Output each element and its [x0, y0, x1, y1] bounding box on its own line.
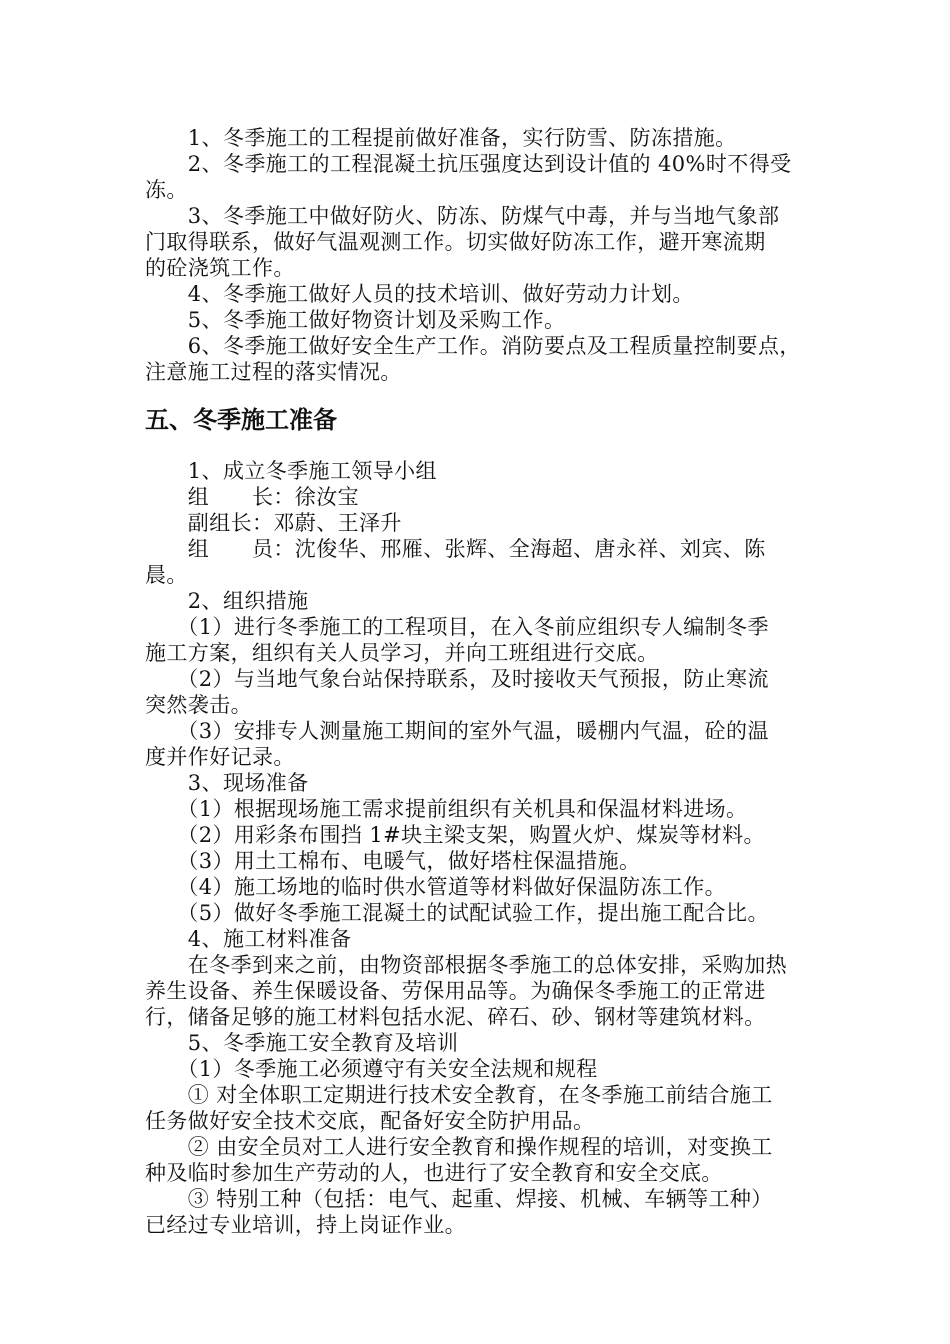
paragraph-line: （1）进行冬季施工的工程项目，在入冬前应组织专人编制冬季 [145, 615, 769, 639]
paragraph-line: 5、冬季施工做好物资计划及采购工作。 [145, 308, 566, 332]
paragraph-line: 组 员：沈俊华、邢雁、张辉、全海超、唐永祥、刘宾、陈 [145, 537, 766, 561]
paragraph-line: 养生设备、养生保暖设备、劳保用品等。为确保冬季施工的正常进 [145, 979, 766, 1003]
paragraph-line: 施工方案，组织有关人员学习，并向工班组进行交底。 [145, 641, 659, 665]
section-heading: 五、冬季施工准备 [145, 406, 337, 434]
paragraph-line: 2、冬季施工的工程混凝土抗压强度达到设计值的 40%时不得受 [145, 152, 792, 176]
paragraph-line: 1、冬季施工的工程提前做好准备，实行防雪、防冻措施。 [145, 126, 737, 150]
paragraph-line: ① 对全体职工定期进行技术安全教育，在冬季施工前结合施工 [145, 1083, 773, 1107]
paragraph-line: 已经过专业培训，持上岗证作业。 [145, 1213, 466, 1237]
paragraph-line: 门取得联系，做好气温观测工作。切实做好防冻工作，避开寒流期 [145, 230, 766, 254]
paragraph-line: 副组长：邓蔚、王泽升 [145, 511, 402, 535]
paragraph-line: 度并作好记录。 [145, 745, 295, 769]
paragraph-line: 4、冬季施工做好人员的技术培训、做好劳动力计划。 [145, 282, 694, 306]
paragraph-line: ② 由安全员对工人进行安全教育和操作规程的培训，对变换工 [145, 1135, 773, 1159]
paragraph-line: ③ 特别工种（包括：电气、起重、焊接、机械、车辆等工种） [145, 1187, 773, 1211]
paragraph-line: 晨。 [145, 563, 188, 587]
paragraph-line: 3、冬季施工中做好防火、防冻、防煤气中毒，并与当地气象部 [145, 204, 780, 228]
paragraph-line: 组 长：徐汝宝 [145, 485, 359, 509]
paragraph-line: 注意施工过程的落实情况。 [145, 360, 402, 384]
paragraph-line: （3）安排专人测量施工期间的室外气温，暖棚内气温，砼的温 [145, 719, 769, 743]
paragraph-line: 6、冬季施工做好安全生产工作。消防要点及工程质量控制要点， [145, 334, 801, 358]
paragraph-line: 突然袭击。 [145, 693, 252, 717]
paragraph-line: 在冬季到来之前，由物资部根据冬季施工的总体安排，采购加热 [145, 953, 787, 977]
paragraph-line: 3、现场准备 [145, 771, 309, 795]
paragraph-line: （3）用土工棉布、电暖气，做好塔柱保温措施。 [145, 849, 641, 873]
paragraph-line: 5、冬季施工安全教育及培训 [145, 1031, 459, 1055]
paragraph-line: 1、成立冬季施工领导小组 [145, 459, 437, 483]
paragraph-line: （5）做好冬季施工混凝土的试配试验工作，提出施工配合比。 [145, 901, 769, 925]
paragraph-line: 4、施工材料准备 [145, 927, 352, 951]
paragraph-line: 任务做好安全技术交底，配备好安全防护用品。 [145, 1109, 595, 1133]
paragraph-line: （1）根据现场施工需求提前组织有关机具和保温材料进场。 [145, 797, 748, 821]
paragraph-line: 冻。 [145, 178, 188, 202]
paragraph-line: （2）用彩条布围挡 1#块主梁支架，购置火炉、煤炭等材料。 [145, 823, 765, 847]
paragraph-line: 2、组织措施 [145, 589, 309, 613]
paragraph-line: （4）施工场地的临时供水管道等材料做好保温防冻工作。 [145, 875, 727, 899]
paragraph-line: （1）冬季施工必须遵守有关安全法规和规程 [145, 1057, 598, 1081]
paragraph-line: 的砼浇筑工作。 [145, 256, 295, 280]
paragraph-line: 行，储备足够的施工材料包括水泥、碎石、砂、钢材等建筑材料。 [145, 1005, 766, 1029]
paragraph-line: 种及临时参加生产劳动的人，也进行了安全教育和安全交底。 [145, 1161, 723, 1185]
paragraph-line: （2）与当地气象台站保持联系，及时接收天气预报，防止寒流 [145, 667, 769, 691]
